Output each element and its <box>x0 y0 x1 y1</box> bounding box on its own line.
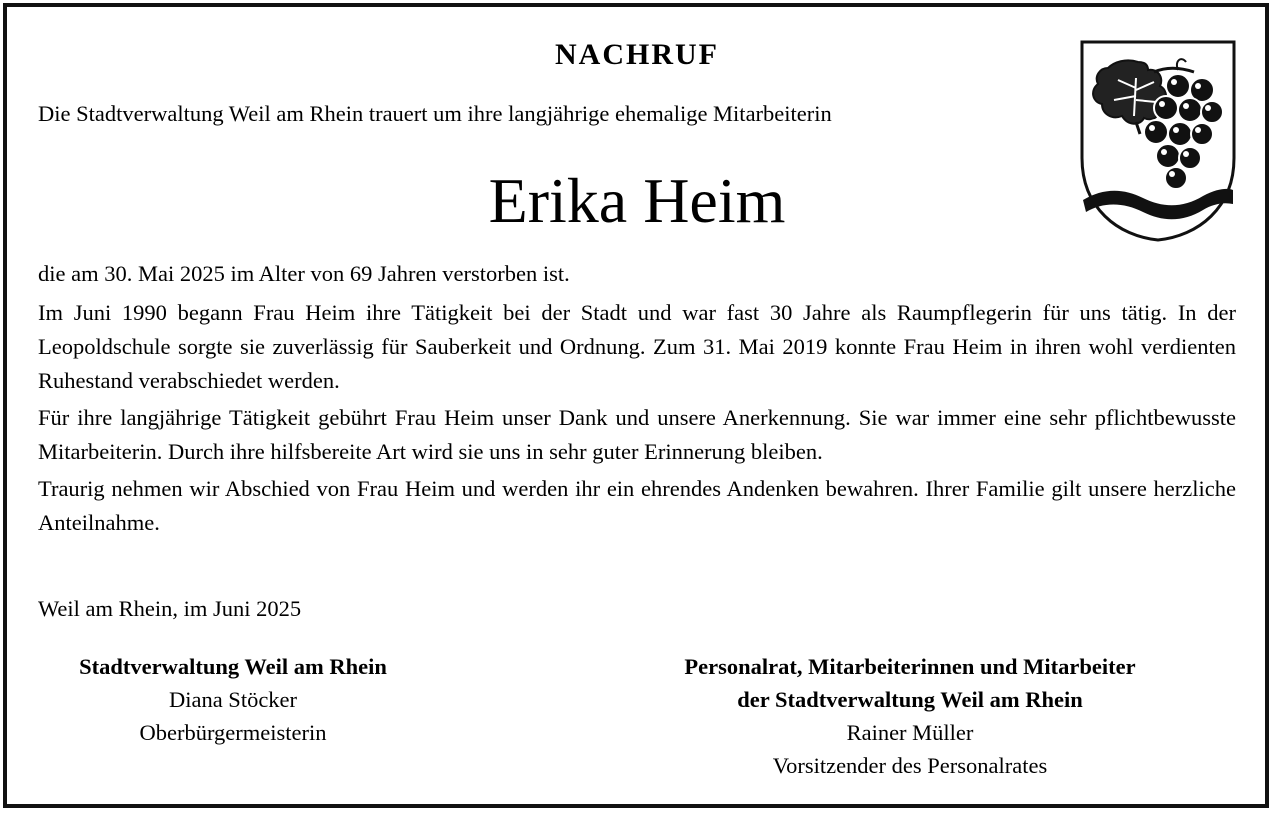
signature-org-line1: Personalrat, Mitarbeiterinnen und Mitarbeiter <box>684 654 1136 679</box>
signature-left <box>38 650 428 749</box>
signature-role: Vorsitzender des Personalrates <box>772 753 1048 778</box>
body-paragraph: die am 30. Mai 2025 im Alter von 69 Jahren verstorben ist. <box>38 261 570 286</box>
signature-org: Stadtverwaltung Weil am Rhein <box>79 654 387 679</box>
signature-org-line2: der Stadtverwaltung Weil am Rhein <box>737 687 1083 712</box>
body-paragraph: Im Juni 1990 begann Frau Heim ihre Tätigkeit bei der Stadt und war fast 30 Jahre als Raumpflegerin für uns tätig. In der Leopoldschule sorgte sie zuverlässig für Sauberkeit und Ordnung. Zum 31. Mai 2019 konnte Frau Heim in ihren wohl verdienten Ruhestand verabschiedet werden. <box>38 300 1236 393</box>
body-paragraph: Für ihre langjährige Tätigkeit gebührt Frau Heim unser Dank und unsere Anerkennung. Sie war immer eine sehr pflichtbewusste Mitarbeiterin. Durch ihre hilfsbereite Art wird sie uns in sehr guter Erinnerung bleiben. <box>38 405 1236 464</box>
notice-heading: NACHRUF <box>555 38 719 71</box>
signature-role: Oberbürgermeisterin <box>139 720 327 745</box>
signature-right <box>600 650 1220 782</box>
signature-person: Rainer Müller <box>846 720 974 745</box>
body-paragraph: Traurig nehmen wir Abschied von Frau Heim und werden ihr ein ehrendes Andenken bewahren. Ihrer Familie gilt unsere herzliche Anteilnahme. <box>38 476 1236 535</box>
place-date: Weil am Rhein, im Juni 2025 <box>38 596 302 621</box>
intro-line: Die Stadtverwaltung Weil am Rhein trauert um ihre langjährige ehemalige Mitarbeiterin <box>38 101 832 126</box>
coat-of-arms-grapes-icon <box>1078 38 1238 244</box>
notice-body <box>38 257 1236 543</box>
signature-person: Diana Stöcker <box>168 687 298 712</box>
deceased-name: Erika Heim <box>488 165 786 236</box>
